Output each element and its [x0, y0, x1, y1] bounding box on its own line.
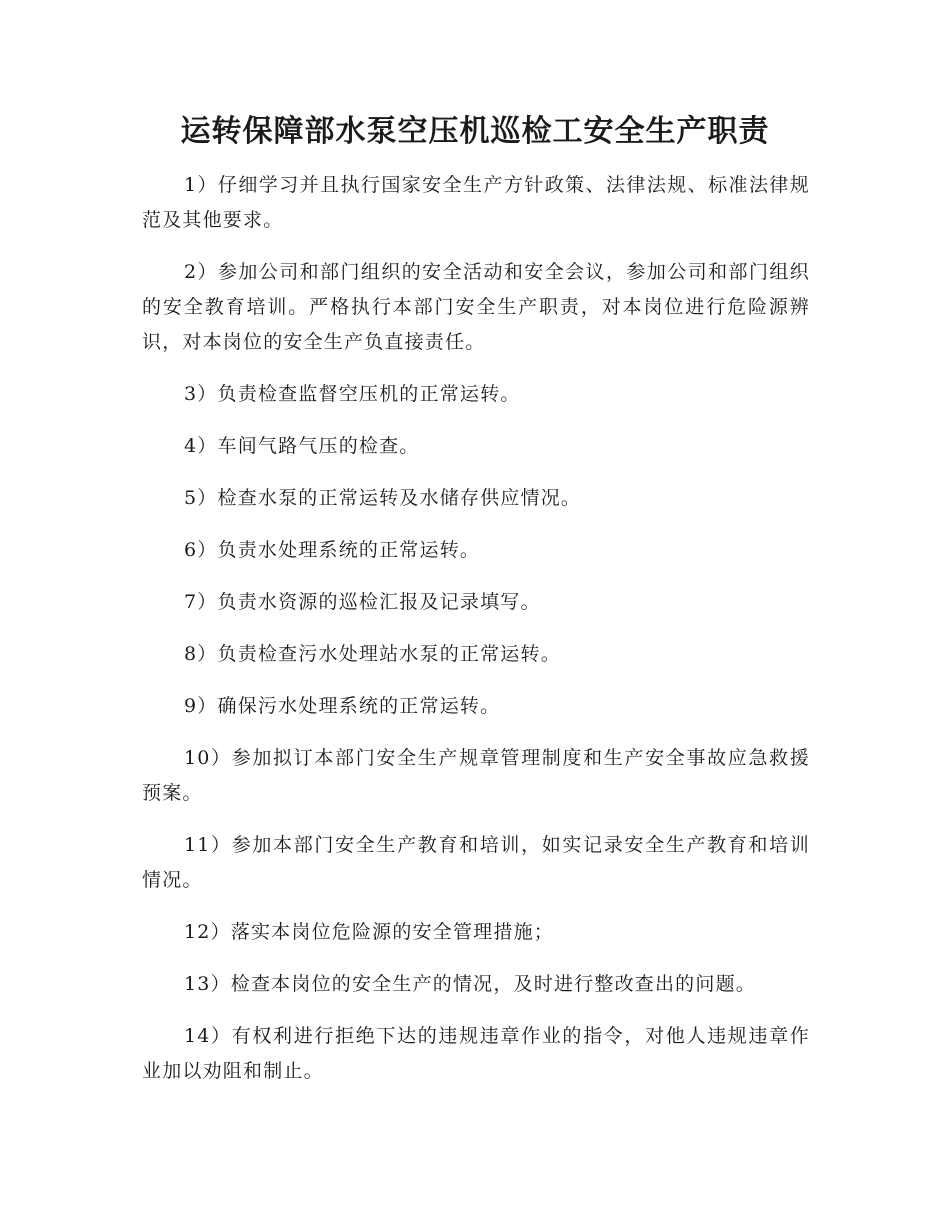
paragraph-5: 5）检查水泵的正常运转及水储存供应情况。 — [184, 487, 582, 509]
document-title: 运转保障部水泵空压机巡检工安全生产职责 — [180, 114, 770, 149]
paragraph-9: 9）确保污水处理系统的正常运转。 — [184, 695, 501, 717]
paragraph-13: 13）检查本岗位的安全生产的情况，及时进行整改查出的问题。 — [184, 973, 756, 995]
paragraph-10: 10）参加拟订本部门安全生产规章管理制度和生产安全事故应急救援预案。 — [142, 747, 810, 804]
paragraph-4: 4）车间气路气压的检查。 — [184, 435, 420, 457]
paragraph-12: 12）落实本岗位危险源的安全管理措施； — [184, 921, 554, 943]
paragraph-14: 14）有权利进行拒绝下达的违规违章作业的指令，对他人违规违章作业加以劝阻和制止。 — [142, 1025, 810, 1082]
paragraph-1: 1）仔细学习并且执行国家安全生产方针政策、法律法规、标准法律规范及其他要求。 — [142, 174, 810, 231]
paragraph-11: 11）参加本部门安全生产教育和培训，如实记录安全生产教育和培训情况。 — [142, 834, 810, 891]
paragraph-8: 8）负责检查污水处理站水泵的正常运转。 — [184, 643, 561, 665]
paragraph-6: 6）负责水处理系统的正常运转。 — [184, 539, 481, 561]
paragraph-2: 2）参加公司和部门组织的安全活动和安全会议，参加公司和部门组织的安全教育培训。严格执行本部门安全生产职责，对本岗位进行危险源辨识，对本岗位的安全生产负直接责任。 — [142, 261, 810, 353]
paragraph-3: 3）负责检查监督空压机的正常运转。 — [184, 383, 521, 405]
paragraph-7: 7）负责水资源的巡检汇报及记录填写。 — [184, 591, 541, 613]
document-body — [142, 168, 810, 1106]
